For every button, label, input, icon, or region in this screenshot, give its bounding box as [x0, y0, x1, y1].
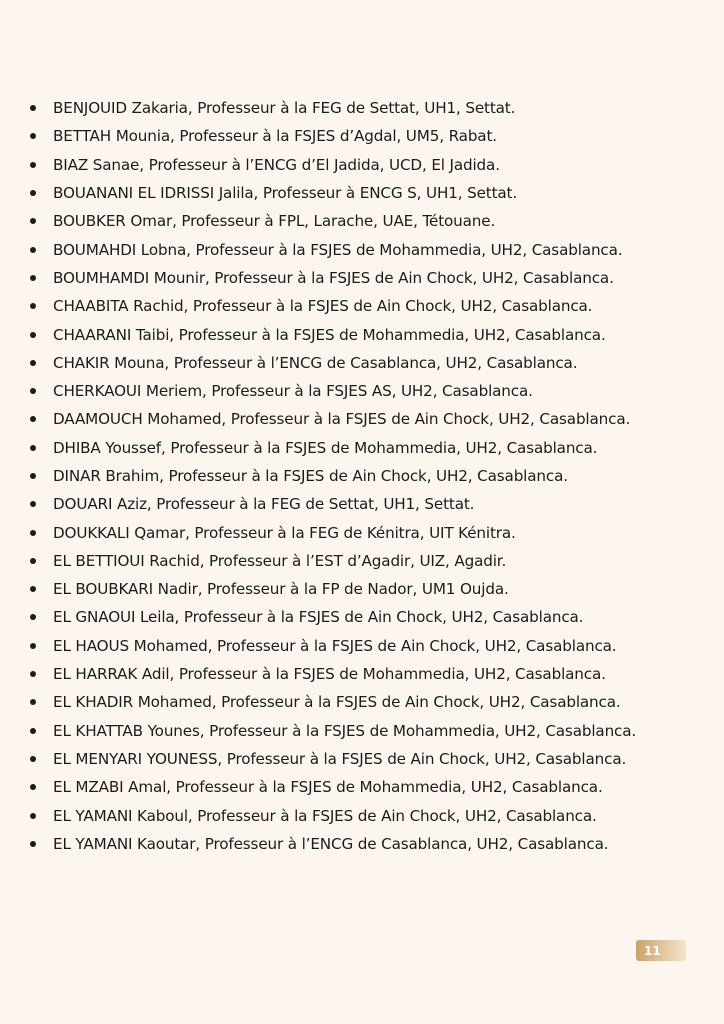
bullet-icon: [30, 388, 36, 394]
bullet-icon: [30, 275, 36, 281]
member-entry: DINAR Brahim, Professeur à la FSJES de Ain Chock, UH2, Casablanca.: [53, 467, 568, 485]
list-item: [30, 575, 636, 603]
list-item: [30, 745, 636, 773]
list-item: [30, 292, 636, 320]
list-item: [30, 688, 636, 716]
member-entry: EL HAOUS Mohamed, Professeur à la FSJES de Ain Chock, UH2, Casablanca.: [53, 636, 617, 655]
member-entry: CHAKIR Mouna, Professeur à l’ENCG de Casablanca, UH2, Casablanca.: [53, 353, 578, 372]
list-item: [30, 518, 636, 546]
bullet-icon: [30, 445, 36, 451]
bullet-icon: [30, 303, 36, 309]
member-entry: EL YAMANI Kaboul, Professeur à la FSJES de Ain Chock, UH2, Casablanca.: [53, 806, 597, 825]
member-entry: CHAARANI Taibi, Professeur à la FSJES de Mohammedia, UH2, Casablanca.: [53, 325, 606, 344]
bullet-icon: [30, 473, 36, 479]
member-entry: CHAABITA Rachid, Professeur à la FSJES de Ain Chock, UH2, Casablanca.: [53, 297, 593, 316]
bullet-icon: [30, 643, 36, 649]
member-entry: EL BETTIOUI Rachid, Professeur à l’EST d’Agadir, UIZ, Agadir.: [53, 551, 507, 570]
list-item: [30, 490, 636, 518]
member-entry: EL HARRAK Adil, Professeur à la FSJES de Mohammedia, UH2, Casablanca.: [53, 665, 606, 684]
member-entry: EL GNAOUI Leila, Professeur à la FSJES de Ain Chock, UH2, Casablanca.: [53, 608, 584, 627]
bullet-icon: [30, 162, 36, 168]
list-item: [30, 349, 636, 377]
bullet-icon: [30, 728, 36, 734]
bullet-icon: [30, 360, 36, 366]
bullet-icon: [30, 416, 36, 422]
list-item: [30, 320, 636, 348]
list-item: [30, 179, 636, 207]
bullet-icon: [30, 105, 36, 111]
member-entry: EL KHADIR Mohamed, Professeur à la FSJES de Ain Chock, UH2, Casablanca.: [53, 693, 621, 712]
list-item: [30, 547, 636, 575]
list-item: [30, 235, 636, 263]
bullet-icon: [30, 218, 36, 224]
member-entry: EL MZABI Amal, Professeur à la FSJES de Mohammedia, UH2, Casablanca.: [53, 778, 603, 797]
bullet-icon: [30, 190, 36, 196]
page-number: 11: [644, 943, 661, 958]
bullet-icon: [30, 558, 36, 564]
list-item: [30, 207, 636, 235]
bullet-icon: [30, 332, 36, 338]
list-item: [30, 632, 636, 660]
bullet-icon: [30, 247, 36, 253]
bullet-icon: [30, 501, 36, 507]
list-item: [30, 801, 636, 829]
member-entry: BENJOUID Zakaria, Professeur à la FEG de Settat, UH1, Settat.: [53, 99, 516, 118]
bullet-icon: [30, 784, 36, 790]
member-entry: EL BOUBKARI Nadir, Professeur à la FP de Nador, UM1 Oujda.: [53, 580, 509, 599]
list-item: [30, 94, 636, 122]
list-item: [30, 434, 636, 462]
list-item: [30, 462, 636, 490]
member-entry: EL MENYARI YOUNESS, Professeur à la FSJES de Ain Chock, UH2, Casablanca.: [53, 749, 627, 768]
list-item: [30, 660, 636, 688]
member-entry: CHERKAOUI Meriem, Professeur à la FSJES AS, UH2, Casablanca.: [53, 382, 533, 401]
bullet-icon: [30, 133, 36, 139]
member-entry: BOUMHAMDI Mounir, Professeur à la FSJES de Ain Chock, UH2, Casablanca.: [53, 268, 614, 287]
member-entry: BOUANANI EL IDRISSI Jalila, Professeur à ENCG S, UH1, Settat.: [53, 184, 518, 203]
member-entry: BOUMAHDI Lobna, Professeur à la FSJES de Mohammedia, UH2, Casablanca.: [53, 240, 623, 259]
member-entry: BIAZ Sanae, Professeur à l’ENCG d’El Jadida, UCD, El Jadida.: [53, 155, 500, 174]
bullet-icon: [30, 756, 36, 762]
bullet-icon: [30, 671, 36, 677]
member-entry: EL KHATTAB Younes, Professeur à la FSJES de Mohammedia, UH2, Casablanca.: [53, 721, 637, 740]
member-entry: DOUARI Aziz, Professeur à la FEG de Settat, UH1, Settat.: [53, 495, 475, 514]
member-entry: DHIBA Youssef, Professeur à la FSJES de Mohammedia, UH2, Casablanca.: [53, 438, 598, 457]
bullet-icon: [30, 530, 36, 536]
member-entry: EL YAMANI Kaoutar, Professeur à l’ENCG de Casablanca, UH2, Casablanca.: [53, 834, 609, 853]
list-item: [30, 773, 636, 801]
member-list: [30, 94, 636, 858]
member-entry: DAAMOUCH Mohamed, Professeur à la FSJES de Ain Chock, UH2, Casablanca.: [53, 410, 631, 429]
bullet-icon: [30, 813, 36, 819]
list-item: [30, 717, 636, 745]
bullet-icon: [30, 614, 36, 620]
list-item: [30, 405, 636, 433]
member-entry: DOUKKALI Qamar, Professeur à la FEG de Kénitra, UIT Kénitra.: [53, 523, 516, 542]
list-item: [30, 603, 636, 631]
member-entry: BOUBKER Omar, Professeur à FPL, Larache, UAE, Tétouane.: [53, 212, 496, 231]
list-item: [30, 830, 636, 858]
bullet-icon: [30, 699, 36, 705]
list-item: [30, 122, 636, 150]
list-item: [30, 151, 636, 179]
list-item: [30, 264, 636, 292]
member-entry: BETTAH Mounia, Professeur à la FSJES d’Agdal, UM5, Rabat.: [53, 127, 497, 146]
bullet-icon: [30, 841, 36, 847]
page-number-badge: [636, 940, 686, 961]
list-item: [30, 377, 636, 405]
bullet-icon: [30, 586, 36, 592]
